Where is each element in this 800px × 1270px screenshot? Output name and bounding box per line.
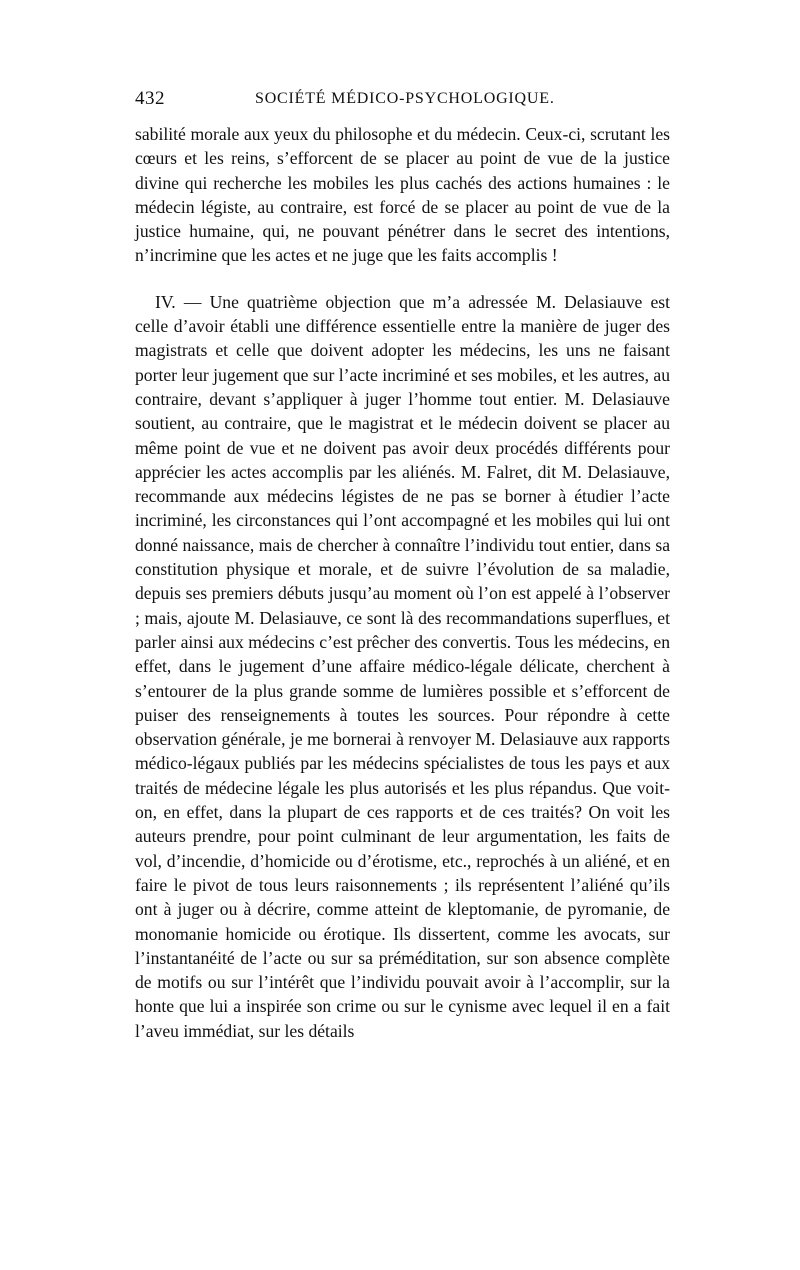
body-text <box>135 122 670 1043</box>
page-number: 432 <box>135 88 165 109</box>
book-page <box>135 88 670 1043</box>
paragraph-objection-iv: IV. — Une quatrième objection que m’a adressée M. Delasiauve est celle d’avoir établi une différence essentielle entre la manière de juger des magistrats et celle que doivent adopter les médecins, les uns ne faisant porter leur jugement que sur l’acte incriminé et ses mobiles, et les autres, au contraire, devant s’appliquer à juger l’homme tout entier. M. Delasiauve soutient, au contraire, que le magistrat et le médecin doivent se placer au même point de vue et ne doivent pas avoir deux procédés différents pour apprécier les actes accomplis par les aliénés. M. Falret, dit M. Delasiauve, recommande aux médecins légistes de ne pas se borner à étudier l’acte incriminé, les circonstances qui l’ont accompagné et les mobiles qui lui ont donné naissance, mais de chercher à connaître l’individu tout entier, dans sa constitution physique et morale, et de suivre l’évolution de sa maladie, depuis ses premiers débuts jusqu’au moment où l’on est appelé à l’observer ; mais, ajoute M. Delasiauve, ce sont là des recommandations superflues, et parler ainsi aux médecins c’est prêcher des convertis. Tous les médecins, en effet, dans le jugement d’une affaire médico-légale délicate, cherchent à s’entourer de la plus grande somme de lumières possible et s’efforcent de puiser des renseignements à toutes les sources. Pour répondre à cette observation générale, je me bornerai à renvoyer M. Delasiauve aux rapports médico-légaux publiés par les médecins spécialistes de tous les pays et aux traités de médecine légale les plus autorisés et les plus répandus. Que voit-on, en effet, dans la plupart de ces rapports et de ces traités? On voit les auteurs prendre, pour point culminant de leur argumentation, les faits de vol, d’incendie, d’homicide ou d’érotisme, etc., reprochés à un aliéné, et en faire le pivot de tous leurs raisonnements ; ils représentent l’aliéné qu’ils ont à juger ou à décrire, comme atteint de kleptomanie, de pyromanie, de monomanie homicide ou érotique. Ils dissertent, comme les avocats, sur l’instantanéité de l’acte ou sur sa préméditation, sur son absence complète de motifs ou sur l’intérêt que l’individu pouvait avoir à l’accomplir, sur la honte que lui a inspirée son crime ou sur le cynisme avec lequel il en a fait l’aveu immédiat, sur les détails <box>135 291 670 1041</box>
running-title: SOCIÉTÉ MÉDICO-PSYCHOLOGIQUE. <box>255 90 555 107</box>
paragraph-continuation: sabilité morale aux yeux du philosophe et du médecin. Ceux-ci, scrutant les cœurs et les reins, s’efforcent de se placer au point de vue de la justice divine qui recherche les mobiles les plus cachés des actions humaines : le médecin légiste, au contraire, est forcé de se placer au point de vue de la justice humaine, qui, ne pouvant pénétrer dans le secret des intentions, n’incrimine que les actes et ne juge que les faits accomplis ! <box>135 124 670 266</box>
running-header <box>135 88 670 114</box>
